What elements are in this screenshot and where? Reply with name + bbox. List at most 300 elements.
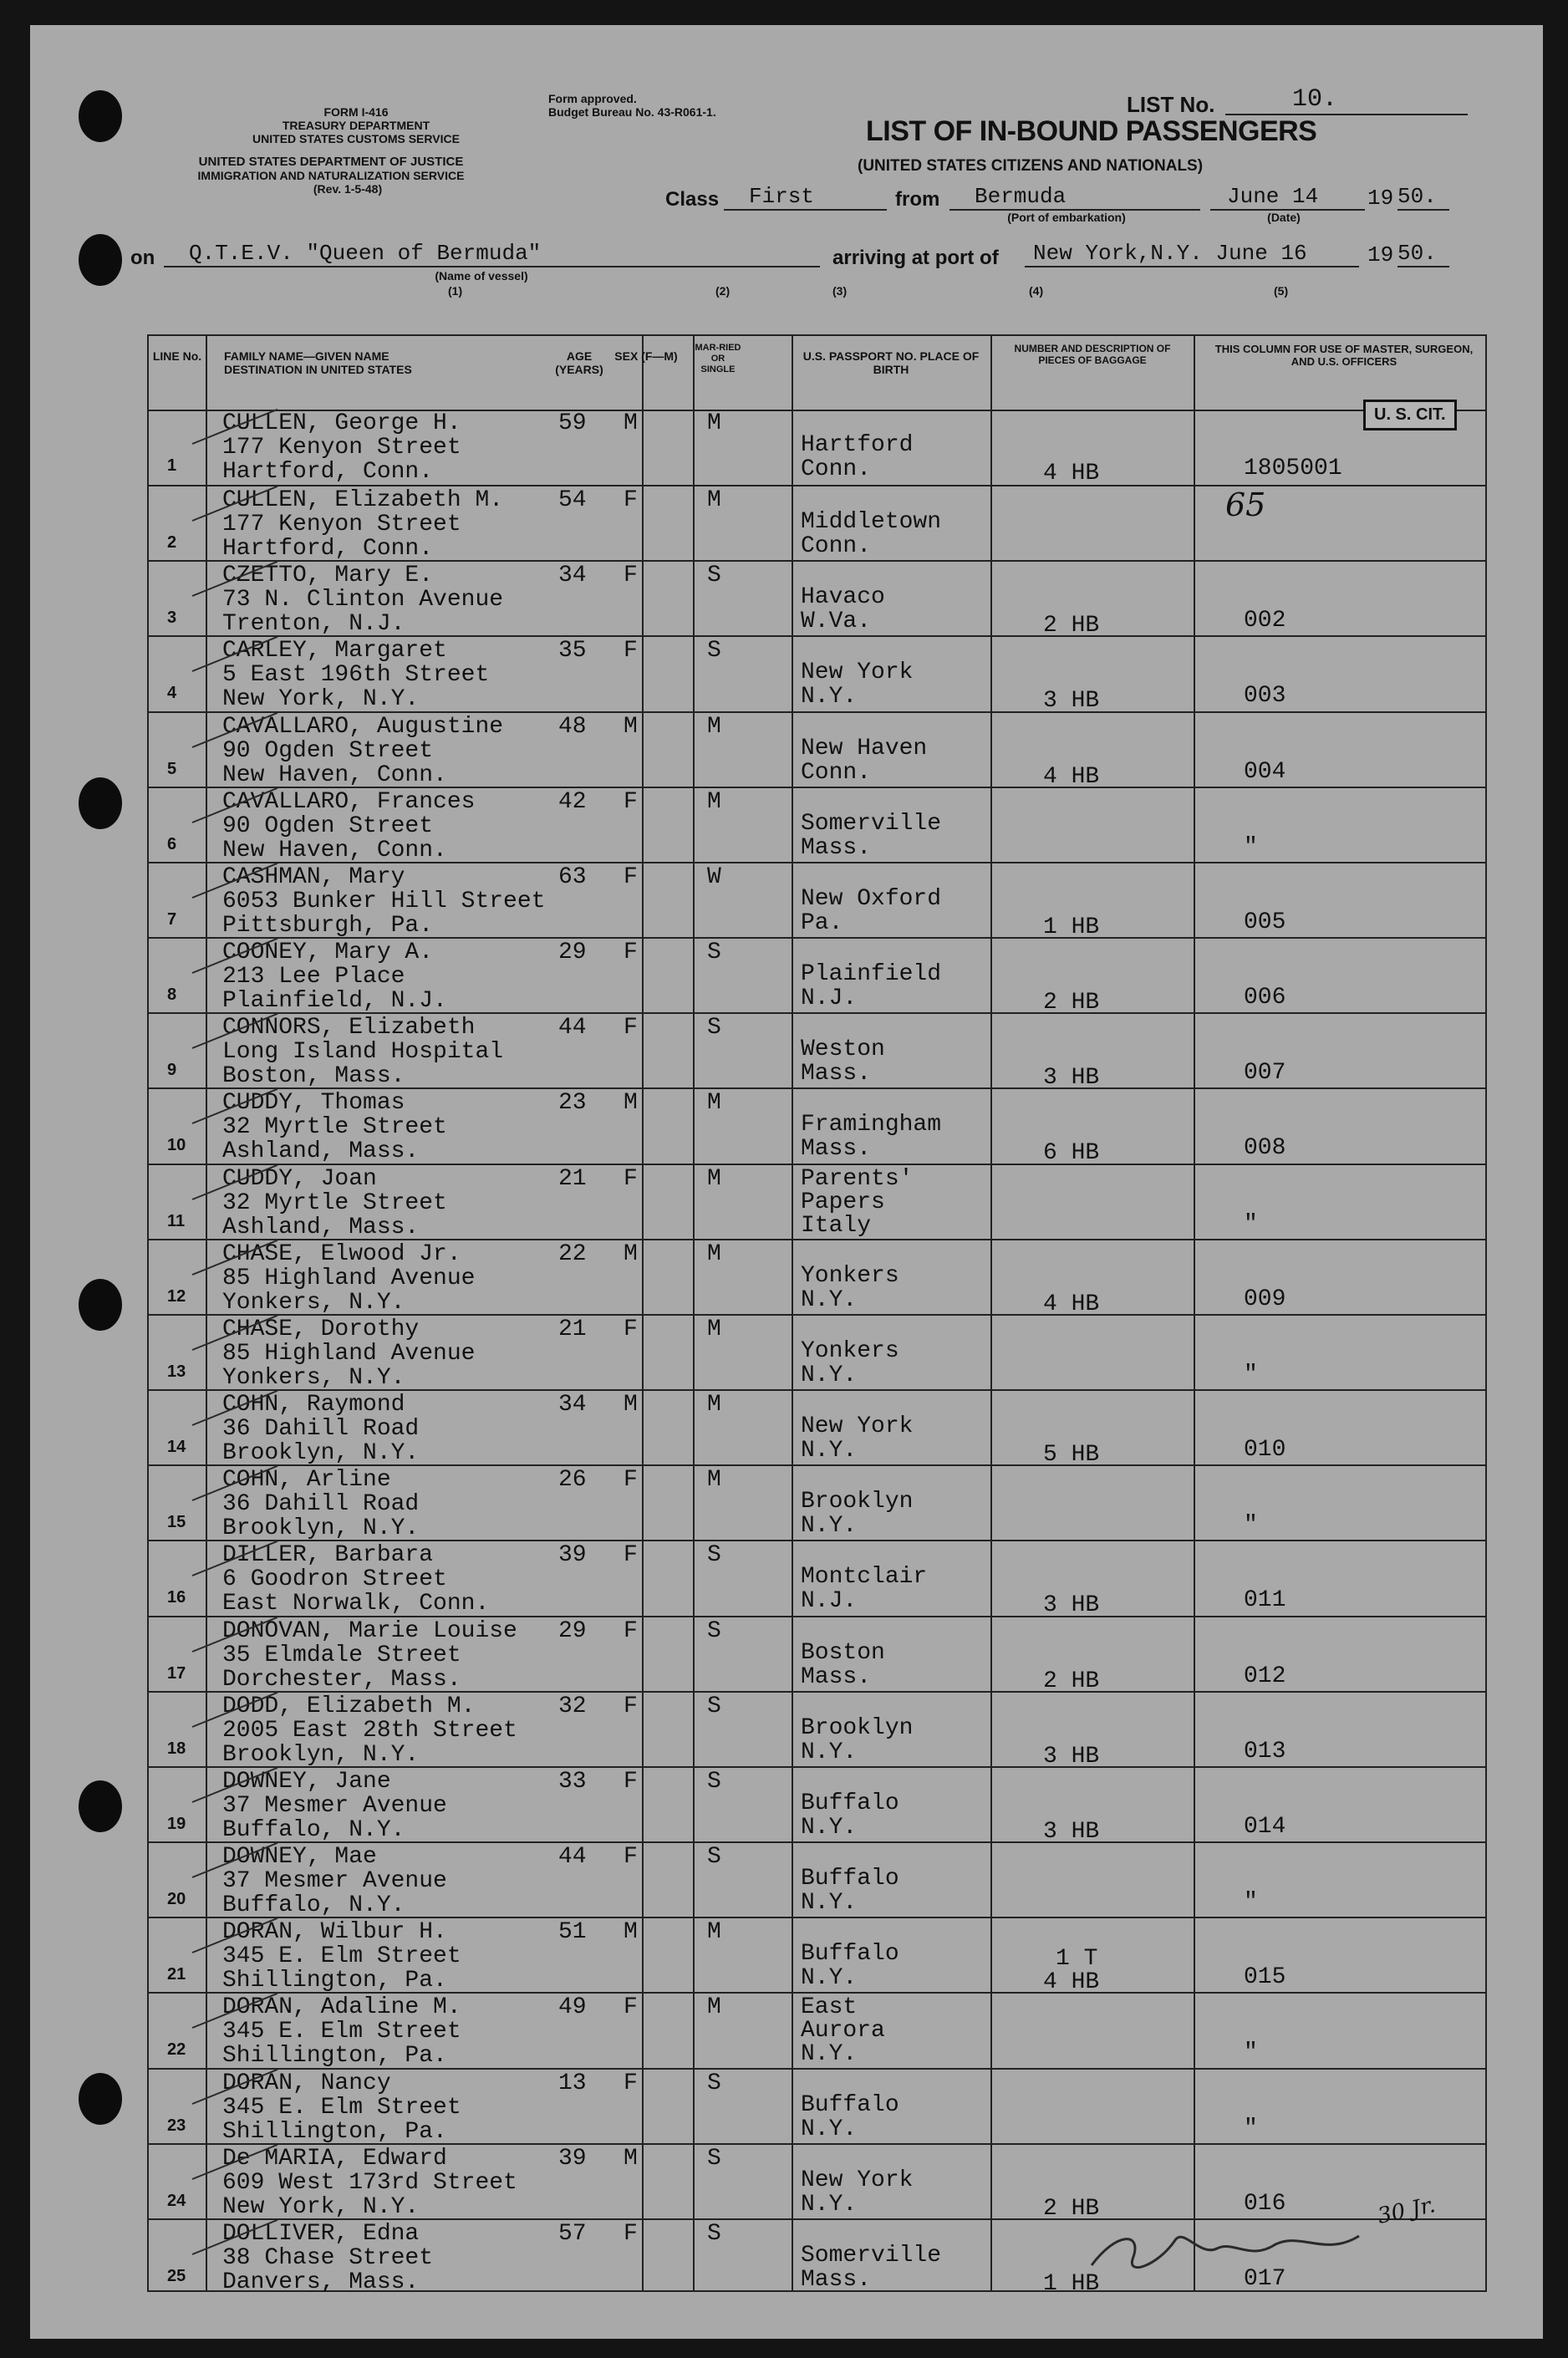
birthplace-line2: Mass. [801,1061,872,1087]
passenger-table [147,334,1487,2297]
baggage-line2: 2 HB [1043,990,1100,1016]
list-no-value: 10. [1225,85,1468,115]
marital-status: M [707,1165,721,1192]
passenger-sex: F [624,1165,638,1192]
officer-entry: 014 [1244,1813,1286,1840]
passenger-sex: M [624,1392,638,1418]
year-value: 50. [1397,184,1449,211]
passenger-street: 345 E. Elm Street [222,2094,461,2121]
table-row [149,937,1485,1014]
budget-bureau: Budget Bureau No. 43-R061-1. [548,105,716,119]
officer-entry: 012 [1244,1663,1286,1689]
passenger-name: CONNORS, Elizabeth [222,1015,476,1041]
table-row [149,1841,1485,1918]
passenger-street: 5 East 196th Street [222,662,490,689]
line-number: 4 [167,684,177,703]
passenger-city: East Norwalk, Conn. [222,1591,490,1617]
officer-entry: " [1244,1210,1258,1237]
birthplace-line1: New York [801,660,914,686]
class-value: First [724,184,887,211]
table-row [149,1691,1485,1768]
table-row [149,1087,1485,1167]
passenger-age: 29 [558,940,587,966]
passenger-street: 37 Mesmer Avenue [222,1792,447,1819]
table-row [149,1540,1485,1617]
baggage-line2: 1 HB [1043,2270,1100,2297]
birthplace-line1: Buffalo [801,1790,899,1816]
officer-entry: 006 [1244,985,1286,1011]
passenger-city: Hartford, Conn. [222,536,434,563]
passenger-sex: F [624,1617,638,1644]
officer-entry: 009 [1244,1286,1286,1312]
line-number: 18 [167,1739,186,1758]
officer-entry: 004 [1244,758,1286,785]
table-row [149,787,1485,863]
passenger-name: DOWNEY, Jane [222,1768,391,1795]
birthplace-line3: N.Y. [801,2041,858,2068]
passenger-age: 48 [558,713,587,740]
officer-entry: 003 [1244,683,1286,710]
passenger-city: Hartford, Conn. [222,459,434,485]
passenger-street: 85 Highland Avenue [222,1265,476,1291]
passenger-city: Shillington, Pa. [222,2118,447,2145]
table-row [149,1239,1485,1316]
baggage-line1: 1 T [1056,1946,1098,1973]
passenger-age: 44 [558,1015,587,1041]
table-row [149,711,1485,788]
baggage-line2: 1 HB [1043,914,1100,940]
passenger-city: Danvers, Mass. [222,2269,420,2295]
baggage-line2: 3 HB [1043,1818,1100,1845]
port-caption: (Port of embarkation) [1007,211,1126,224]
line-number: 25 [167,2266,186,2285]
birthplace-line1: Middletown [801,509,942,536]
passenger-age: 39 [558,1542,587,1569]
passenger-city: Brooklyn, N.Y. [222,1741,420,1768]
manifest-sheet [30,25,1543,2339]
passenger-street: 73 N. Clinton Avenue [222,587,504,614]
birthplace-line2: N.Y. [801,1286,858,1313]
arrival-year-prefix: 19 [1367,242,1394,267]
birthplace-line1: New York [801,2167,914,2193]
marital-status: M [707,1090,721,1117]
arrival-year-value: 50. [1397,241,1449,267]
marital-status: M [707,1919,721,1946]
birthplace-line2: N.Y. [801,1739,858,1765]
passenger-name: CZETTO, Mary E. [222,563,434,589]
birthplace-line2: Aurora [801,2018,885,2045]
passenger-name: DORAN, Wilbur H. [222,1919,447,1946]
passenger-sex: F [624,2070,638,2096]
arrival-value: New York,N.Y. June 16 [1025,241,1359,267]
passenger-street: 32 Myrtle Street [222,1114,447,1141]
passenger-city: Yonkers, N.Y. [222,1289,405,1316]
birthplace-line2: Mass. [801,2266,872,2293]
table-row [149,1992,1485,2069]
class-label: Class [665,188,720,211]
col-name: FAMILY NAME—GIVEN NAME [224,349,389,363]
baggage-line2: 4 HB [1043,763,1100,790]
punch-hole [79,777,122,829]
line-number: 3 [167,609,177,628]
marital-status: W [707,863,721,890]
subtitle: (UNITED STATES CITIZENS AND NATIONALS) [858,157,1204,175]
passenger-street: 37 Mesmer Avenue [222,1868,447,1895]
passenger-sex: M [624,713,638,740]
passenger-street: Long Island Hospital [222,1039,504,1066]
passenger-sex: F [624,1467,638,1494]
officer-entry: " [1244,1889,1258,1916]
passenger-sex: F [624,1015,638,1041]
baggage-line2: 4 HB [1043,461,1100,486]
line-number: 8 [167,985,177,1005]
birthplace-line1: New Oxford [801,885,942,912]
passenger-name: CHASE, Dorothy [222,1316,420,1342]
passenger-age: 44 [558,1844,587,1871]
passenger-street: 6 Goodron Street [222,1566,447,1593]
birthplace-line2: Mass. [801,1136,872,1163]
line-number: 10 [167,1136,186,1155]
col-age: AGE (YEARS) [555,349,603,376]
passenger-age: 63 [558,863,587,890]
birthplace-line1: Hartford [801,432,914,458]
marital-status: S [707,1768,721,1795]
officer-entry: 008 [1244,1135,1286,1162]
passenger-sex: M [624,410,638,436]
officer-entry: " [1244,2115,1258,2142]
passenger-age: 29 [558,1617,587,1644]
marital-status: S [707,1617,721,1644]
table-row [149,560,1485,637]
passenger-age: 51 [558,1919,587,1946]
passenger-sex: M [624,1919,638,1946]
passenger-sex: F [624,1994,638,2021]
passenger-age: 42 [558,788,587,815]
passenger-city: Buffalo, N.Y. [222,1816,405,1843]
customs-service: UNITED STATES CUSTOMS SERVICE [252,132,460,145]
baggage-line2: 3 HB [1043,1065,1100,1092]
birthplace-line2: N.Y. [801,1438,858,1464]
from-label: from [895,188,940,211]
line-number: 11 [167,1211,186,1230]
passenger-street: 35 Elmdale Street [222,1642,461,1668]
table-row [149,2068,1485,2145]
passenger-age: 32 [558,1693,587,1719]
passenger-city: Ashland, Mass. [222,1138,420,1165]
form-number: FORM I-416 [323,105,389,119]
birthplace-line1: Yonkers [801,1337,899,1364]
col-married: MAR-RIED OR SINGLE [695,343,741,374]
passenger-sex: F [624,2220,638,2247]
passenger-name: COONEY, Mary A. [222,940,434,966]
officer-entry: " [1244,1361,1258,1388]
table-row [149,1389,1485,1469]
officer-entry: 015 [1244,1964,1286,1991]
passenger-street: 345 E. Elm Street [222,1943,461,1970]
table-row [149,1616,1485,1693]
officer-entry: 016 [1244,2190,1286,2217]
birthplace-line1: Parents' [801,1165,914,1192]
passenger-street: 345 E. Elm Street [222,2019,461,2045]
line-number: 13 [167,1362,186,1381]
birthplace-line1: New Haven [801,735,928,761]
officer-entry: " [1244,1512,1258,1539]
birthplace-line2: Conn. [801,759,872,786]
passenger-city: Ashland, Mass. [222,1214,420,1240]
passenger-age: 21 [558,1316,587,1342]
marital-status: S [707,2070,721,2096]
birthplace-line1: Somerville [801,2242,942,2269]
passenger-age: 59 [558,410,587,436]
col-passport: U.S. PASSPORT NO. PLACE OF BIRTH [802,349,980,376]
marital-status: M [707,1467,721,1494]
ins-service: IMMIGRATION AND NATURALIZATION SERVICE [197,169,465,182]
passenger-city: Brooklyn, N.Y. [222,1440,420,1467]
from-value: Bermuda [949,184,1200,211]
marital-status: M [707,487,721,514]
marital-status: S [707,638,721,665]
baggage-line2: 3 HB [1043,1743,1100,1770]
passenger-street: 38 Chase Street [222,2244,434,2271]
table-row [149,1766,1485,1843]
col-sex: SEX (F—M) [614,349,678,363]
punch-hole [79,90,122,142]
baggage-line2: 4 HB [1043,1291,1100,1317]
signature-scribble [1083,2207,1401,2282]
table-row [149,1464,1485,1541]
passenger-sex: M [624,1240,638,1267]
line-number: 23 [167,2116,186,2135]
passenger-name: CARLEY, Margaret [222,638,447,665]
birthplace-line1: Weston [801,1036,885,1063]
arriving-label: arriving at port of [832,247,999,269]
passenger-sex: F [624,563,638,589]
officer-entry: 011 [1244,1587,1286,1614]
baggage-line2: 2 HB [1043,2195,1100,2222]
birthplace-line2: N.Y. [801,1513,858,1540]
table-row [149,410,1485,485]
punch-hole [79,2073,122,2125]
birthplace-line2: N.J. [801,985,858,1012]
passenger-street: 85 Highland Avenue [222,1340,476,1367]
list-no-label: LIST No. [1127,92,1215,117]
birthplace-line2: Conn. [801,456,872,482]
handwritten-65: 65 [1225,486,1266,523]
birthplace-line1: Plainfield [801,961,942,988]
line-number: 5 [167,759,177,778]
birthplace-line1: Framingham [801,1112,942,1138]
marital-status: M [707,1994,721,2021]
officer-entry: 007 [1244,1060,1286,1087]
passenger-city: Shillington, Pa. [222,1968,447,1994]
passenger-name: De MARIA, Edward [222,2145,447,2172]
passenger-age: 34 [558,563,587,589]
passenger-city: Yonkers, N.Y. [222,1364,405,1391]
on-label: on [130,247,155,269]
birthplace-line2: N.Y. [801,1814,858,1841]
marital-status: S [707,563,721,589]
passenger-street: 90 Ogden Street [222,737,434,764]
passenger-sex: F [624,940,638,966]
passenger-sex: M [624,1090,638,1117]
table-row [149,1164,1485,1240]
col-num-1: (1) [448,284,463,298]
officer-entry: 1805001 [1244,456,1342,481]
passenger-name: DORAN, Nancy [222,2070,391,2096]
passenger-city: Plainfield, N.J. [222,988,447,1015]
officer-entry: 017 [1244,2265,1286,2292]
passenger-name: DOLLIVER, Edna [222,2220,420,2247]
baggage-line2: 2 HB [1043,613,1100,639]
birthplace-line2: N.Y. [801,1890,858,1917]
treasury-dept: TREASURY DEPARTMENT [282,119,430,132]
table-row [149,635,1485,715]
passenger-sex: F [624,1316,638,1342]
col-num-4: (4) [1029,284,1044,298]
col-line-no: LINE No. [152,349,202,363]
passenger-name: CAVALLARO, Augustine [222,713,504,740]
vessel-value: Q.T.E.V. "Queen of Bermuda" [164,241,820,267]
passenger-name: DODD, Elizabeth M. [222,1693,476,1719]
marital-status: M [707,788,721,815]
passenger-age: 22 [558,1240,587,1267]
marital-status: S [707,1015,721,1041]
birthplace-line1: New York [801,1413,914,1440]
passenger-age: 23 [558,1090,587,1117]
birthplace-line1: Buffalo [801,1941,899,1968]
passenger-age: 35 [558,638,587,665]
birthplace-line2: Mass. [801,834,872,861]
baggage-line2: 5 HB [1043,1442,1100,1469]
line-number: 14 [167,1438,186,1457]
baggage-line2: 4 HB [1043,1969,1100,1996]
line-number: 19 [167,1814,186,1833]
marital-status: S [707,1844,721,1871]
line-number: 22 [167,2040,186,2060]
birthplace-line1: Buffalo [801,2091,899,2118]
birthplace-line1: Yonkers [801,1262,899,1289]
year-prefix: 19 [1367,186,1394,211]
line-number: 20 [167,1890,186,1909]
passenger-age: 26 [558,1467,587,1494]
marital-status: S [707,2145,721,2172]
passenger-name: CULLEN, George H. [222,410,461,436]
birthplace-line1: Somerville [801,810,942,837]
justice-dept: UNITED STATES DEPARTMENT OF JUSTICE [198,155,464,169]
baggage-line2: 3 HB [1043,688,1100,715]
col-officer: THIS COLUMN FOR USE OF MASTER, SURGEON, AND U.S. OFFICERS [1214,343,1474,368]
birthplace-line2: N.J. [801,1588,858,1615]
marital-status: S [707,1542,721,1569]
date-value: June 14 [1210,184,1365,211]
passenger-street: 36 Dahill Road [222,1491,420,1518]
line-number: 7 [167,909,177,929]
passenger-street: 609 West 173rd Street [222,2169,517,2196]
baggage-line2: 6 HB [1043,1140,1100,1167]
passenger-street: 2005 East 28th Street [222,1717,517,1744]
passenger-city: Brooklyn, N.Y. [222,1515,420,1542]
passenger-sex: F [624,638,638,665]
line-number: 6 [167,834,177,853]
officer-entry: " [1244,2040,1258,2066]
passenger-city: Trenton, N.J. [222,611,405,638]
passenger-sex: F [624,788,638,815]
passenger-city: New Haven, Conn. [222,761,447,788]
passenger-name: CAVALLARO, Frances [222,788,476,815]
passenger-city: Pittsburgh, Pa. [222,912,434,939]
table-row [149,485,1485,562]
officer-entry: 010 [1244,1437,1286,1464]
vessel-caption: (Name of vessel) [435,269,528,283]
passenger-name: COHN, Raymond [222,1392,405,1418]
marital-status: S [707,1693,721,1719]
col-num-3: (3) [832,284,848,298]
passenger-age: 49 [558,1994,587,2021]
passenger-sex: F [624,1693,638,1719]
table-row [149,1917,1485,1994]
passenger-street: 32 Myrtle Street [222,1189,447,1216]
marital-status: M [707,410,721,436]
passenger-city: Boston, Mass. [222,1063,405,1090]
line-number: 21 [167,1965,186,1984]
col-destination: DESTINATION IN UNITED STATES [224,363,412,376]
birthplace-line2: W.Va. [801,609,872,635]
officer-entry: 005 [1244,909,1286,935]
birthplace-line2: Mass. [801,1663,872,1690]
punch-hole [79,1780,122,1832]
marital-status: S [707,2220,721,2247]
passenger-name: COHN, Arline [222,1467,391,1494]
birthplace-line3: Italy [801,1212,872,1239]
table-row [149,1314,1485,1391]
birthplace-line2: N.Y. [801,684,858,710]
passenger-name: DILLER, Barbara [222,1542,434,1569]
passenger-name: CASHMAN, Mary [222,863,405,890]
passenger-street: 177 Kenyon Street [222,512,461,538]
birthplace-line2: Conn. [801,533,872,560]
marital-status: S [707,940,721,966]
table-row [149,1012,1485,1092]
passenger-age: 39 [558,2145,587,2172]
passenger-age: 21 [558,1165,587,1192]
revision: (Rev. 1-5-48) [313,182,383,196]
line-number: 2 [167,533,177,553]
punch-hole [79,1279,122,1331]
baggage-line2: 3 HB [1043,1592,1100,1619]
marital-status: M [707,1316,721,1342]
line-number: 24 [167,2191,186,2210]
line-number: 12 [167,1286,186,1306]
passenger-age: 57 [558,2220,587,2247]
punch-hole [79,234,122,286]
passenger-sex: F [624,1844,638,1871]
passenger-sex: F [624,487,638,514]
marital-status: M [707,713,721,740]
passenger-street: 177 Kenyon Street [222,435,461,461]
officer-entry: " [1244,833,1258,860]
marital-status: M [707,1392,721,1418]
birthplace-line2: N.Y. [801,2116,858,2142]
passenger-city: New Haven, Conn. [222,837,447,863]
birthplace-line2: N.Y. [801,1362,858,1388]
line-number: 16 [167,1588,186,1607]
birthplace-line2: Pa. [801,909,843,936]
passenger-name: DORAN, Adaline M. [222,1994,461,2021]
passenger-name: DOWNEY, Mae [222,1844,377,1871]
passenger-sex: F [624,863,638,890]
margin-note: 30 Jr. [1375,2192,1438,2229]
col-num-5: (5) [1274,284,1289,298]
